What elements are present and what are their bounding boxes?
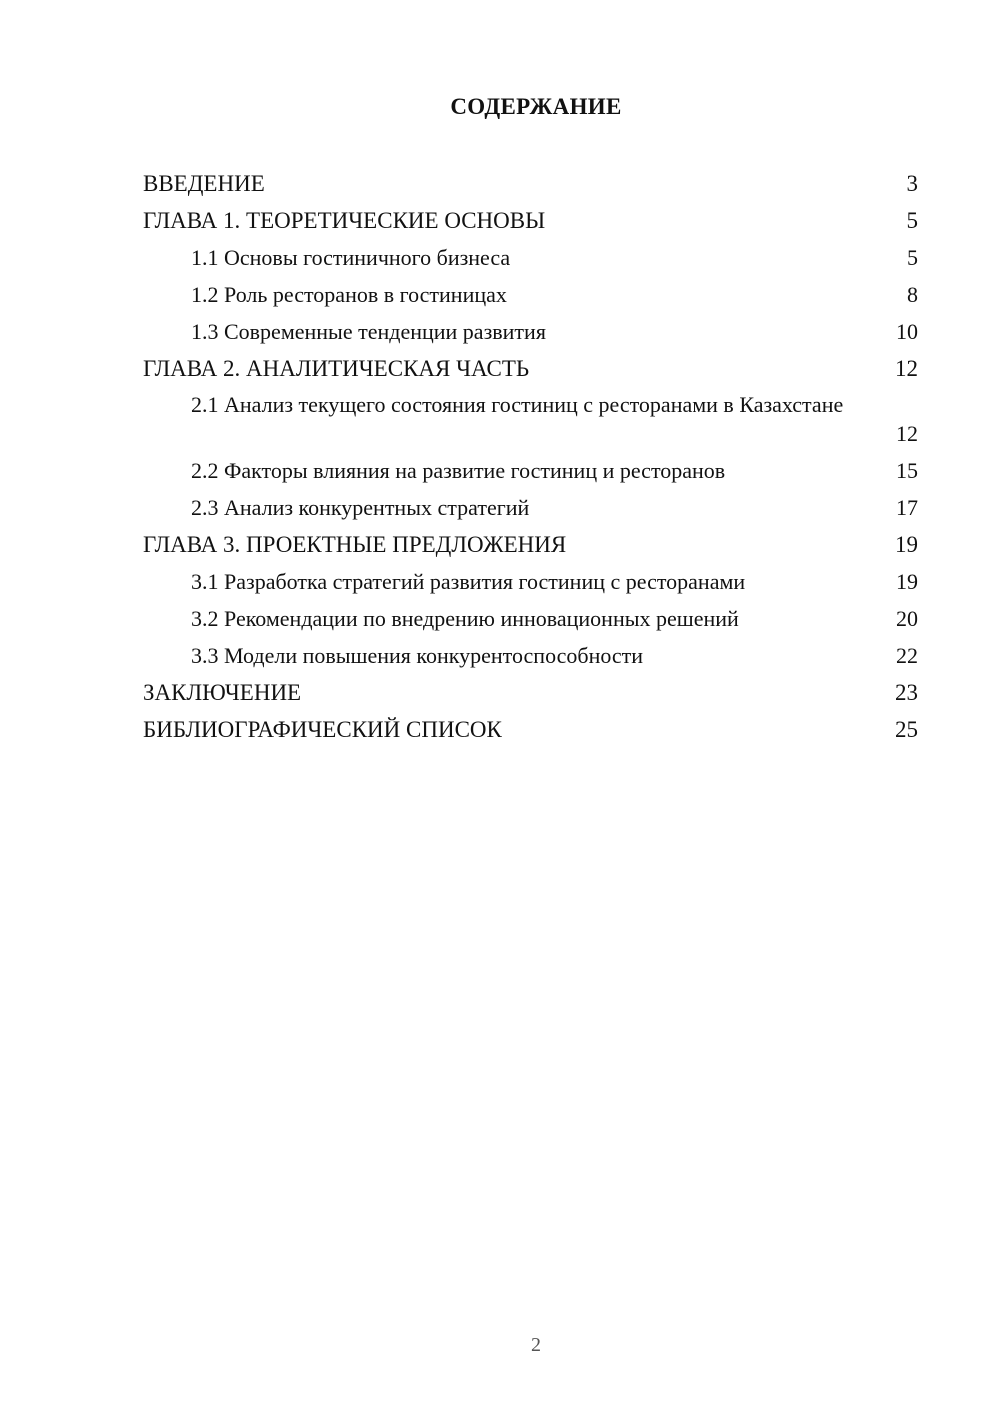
toc-entry-label: 1.2 Роль ресторанов в гостиницах: [191, 282, 507, 307]
toc-entry-page: 25: [895, 717, 918, 742]
toc-entry-label: ВВЕДЕНИЕ: [143, 171, 265, 196]
page-title: СОДЕРЖАНИЕ: [450, 94, 622, 119]
toc-entry-label: 1.3 Современные тенденции развития: [191, 319, 546, 344]
toc-entry-chapter-3: [0, 529, 1000, 566]
toc-entry-section-1-2: [0, 279, 1000, 316]
toc-entry-page: 22: [896, 643, 918, 668]
toc-entry-label: ГЛАВА 2. АНАЛИТИЧЕСКАЯ ЧАСТЬ: [143, 356, 530, 381]
toc-entry-section-3-1: [0, 566, 1000, 603]
toc-entry-section-2-1: [0, 390, 1000, 455]
toc-entry-section-3-3: [0, 640, 1000, 677]
toc-entry-chapter-1: [0, 205, 1000, 242]
toc-entry-page: 10: [896, 319, 918, 344]
toc-entry-label: БИБЛИОГРАФИЧЕСКИЙ СПИСОК: [143, 717, 502, 742]
page-number: 2: [531, 1334, 541, 1356]
toc-entry-page: 8: [907, 282, 918, 307]
toc-entry-page: 5: [906, 208, 918, 233]
toc-entry-label: ГЛАВА 1. ТЕОРЕТИЧЕСКИЕ ОСНОВЫ: [143, 208, 546, 233]
toc-entry-label: 3.2 Рекомендации по внедрению инновационных решений: [191, 606, 739, 631]
toc-entry-label: 3.3 Модели повышения конкурентоспособности: [191, 643, 644, 668]
toc-entry-page: 23: [895, 680, 918, 705]
toc-entry-bibliography: [0, 714, 1000, 751]
table-of-contents: [0, 168, 1000, 751]
toc-entry-label: 2.3 Анализ конкурентных стратегий: [191, 495, 530, 520]
toc-entry-section-2-3: [0, 492, 1000, 529]
toc-entry-page: 19: [896, 569, 918, 594]
toc-entry-page: 17: [896, 495, 918, 520]
toc-entry-label: 2.1 Анализ текущего состояния гостиниц с ресторанами в Казахстане: [191, 392, 844, 417]
toc-entry-page: 12: [895, 356, 918, 381]
toc-entry-page: 15: [896, 458, 918, 483]
toc-entry-section-2-2: [0, 455, 1000, 492]
toc-entry-label: ГЛАВА 3. ПРОЕКТНЫЕ ПРЕДЛОЖЕНИЯ: [143, 532, 567, 557]
toc-entry-section-1-1: [0, 242, 1000, 279]
toc-entry-page: 3: [906, 171, 918, 196]
toc-entry-section-3-2: [0, 603, 1000, 640]
toc-entry-chapter-2: [0, 353, 1000, 390]
toc-entry-label: 1.1 Основы гостиничного бизнеса: [191, 245, 511, 270]
toc-entry-page: 12: [896, 421, 918, 446]
toc-entry-page: 19: [895, 532, 918, 557]
toc-entry-section-1-3: [0, 316, 1000, 353]
toc-entry-page: 20: [896, 606, 918, 631]
toc-entry-label: 2.2 Факторы влияния на развитие гостиниц и ресторанов: [191, 458, 726, 483]
toc-entry-label: ЗАКЛЮЧЕНИЕ: [143, 680, 302, 705]
toc-entry-conclusion: [0, 677, 1000, 714]
toc-entry-introduction: [0, 168, 1000, 205]
toc-entry-page: 5: [907, 245, 918, 270]
toc-entry-label: 3.1 Разработка стратегий развития гостиниц с ресторанами: [191, 569, 746, 594]
